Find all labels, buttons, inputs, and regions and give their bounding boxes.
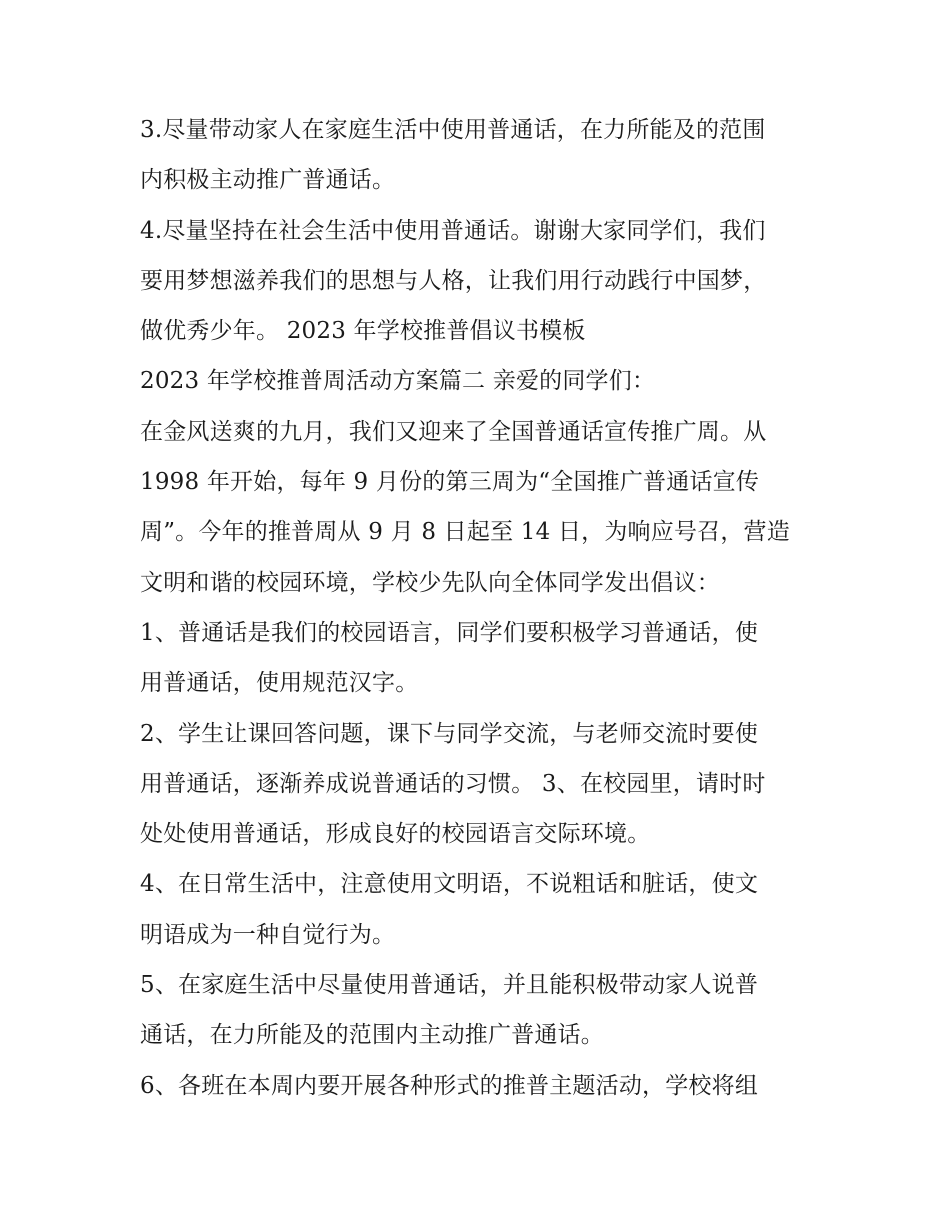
text-line: 6、各班在本周内要开展各种形式的推普主题活动，学校将组: [140, 1072, 759, 1099]
text-line: 周”。今年的推普周从 9 月 8 日起至 14 日，为响应号召，营造: [140, 519, 790, 546]
text-line: 2023 年学校推普周活动方案篇二 亲爱的同学们：: [140, 368, 656, 395]
text-line: 内积极主动推广普通话。: [140, 167, 396, 194]
text-line: 4、在日常生活中，注意使用文明语，不说粗话和脏话，使文: [140, 871, 759, 898]
text-line: 4.尽量坚持在社会生活中使用普通话。谢谢大家同学们，我们: [140, 217, 766, 244]
text-line: 明语成为一种自觉行为。: [140, 921, 396, 948]
text-line: 3.尽量带动家人在家庭生活中使用普通话，在力所能及的范围: [140, 117, 766, 143]
text-line: 在金风送爽的九月，我们又迎来了全国普通话宣传推广周。从: [140, 418, 767, 445]
text-line: 1998 年开始，每年 9 月份的第三周为“全国推广普通话宣传: [140, 469, 760, 496]
text-line: 做优秀少年。 2023 年学校推普倡议书模板: [140, 318, 586, 345]
text-line: 1、普通话是我们的校园语言，同学们要积极学习普通话，使: [140, 619, 759, 646]
text-line: 5、在家庭生活中尽量使用普通话，并且能积极带动家人说普: [140, 972, 759, 999]
document-body: [140, 105, 820, 1111]
text-line: 用普通话，使用规范汉字。: [140, 670, 419, 697]
text-line: 用普通话，逐渐养成说普通话的习惯。 3、在校园里，请时时: [140, 770, 766, 797]
text-line: 要用梦想滋养我们的思想与人格，让我们用行动践行中国梦，: [140, 267, 767, 294]
text-line: 文明和谐的校园环境，学校少先队向全体同学发出倡议：: [140, 569, 720, 596]
text-line: 处处使用普通话，形成良好的校园语言交际环境。: [140, 821, 651, 848]
text-line: 通话，在力所能及的范围内主动推广普通话。: [140, 1022, 604, 1049]
text-line: 2、学生让课回答问题，课下与同学交流，与老师交流时要使: [140, 720, 759, 747]
